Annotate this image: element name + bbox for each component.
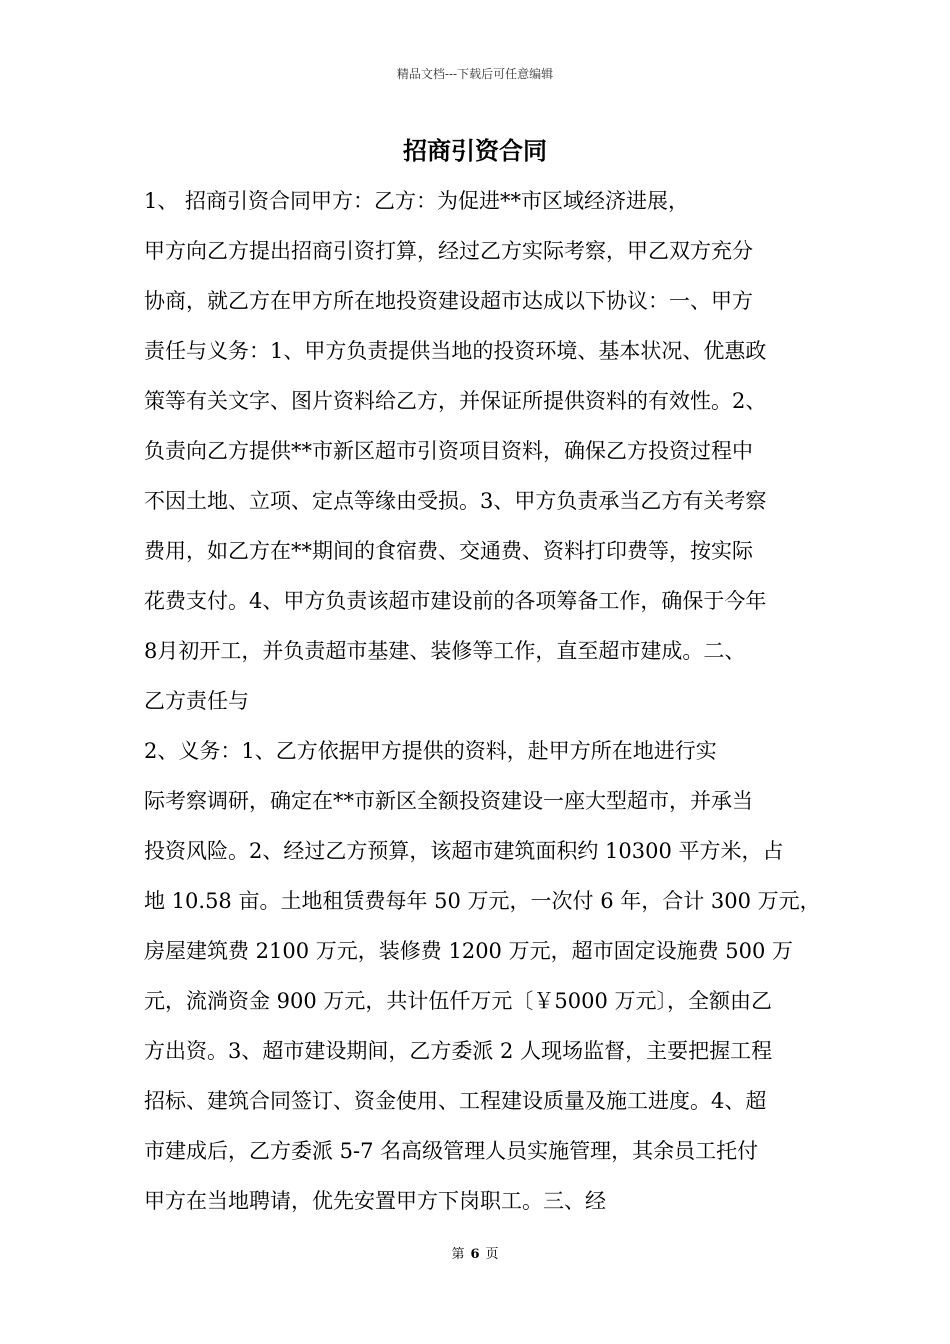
paragraph-2 [144, 726, 824, 1226]
paragraph-line: 1、 招商引资合同甲方：乙方：为促进**市区域经济进展， [144, 189, 690, 213]
paragraph-line: 乙方责任与 [144, 689, 249, 713]
page-number-suffix: 页 [485, 1247, 499, 1262]
paragraph-line: 方出资。3、超市建设期间，乙方委派 2 人现场监督，主要把握工程 [144, 1039, 773, 1063]
page-number: 6 [470, 1247, 480, 1262]
paragraph-line: 8月初开工，并负责超市基建、装修等工作，直至超市建成。二、 [144, 639, 746, 663]
paragraph-line: 协商，就乙方在甲方所在地投资建设超市达成以下协议：一、甲方 [144, 289, 753, 313]
paragraph-line: 2、义务：1、乙方依据甲方提供的资料，赴甲方所在地进行实 [144, 739, 717, 763]
paragraph-line: 际考察调研，确定在**市新区全额投资建设一座大型超市，并承当 [144, 789, 753, 813]
paragraph-line: 甲方向乙方提出招商引资打算，经过乙方实际考察，甲乙双方充分 [144, 239, 753, 263]
page-header: 精品文档---下载后可任意编辑 [396, 67, 554, 81]
paragraph-line: 地 10.58 亩。土地租赁费每年 50 万元，一次付 6 年，合计 300 万元， [144, 889, 821, 913]
paragraph-line: 花费支付。4、甲方负责该超市建设前的各项筹备工作，确保于今年 [144, 589, 767, 613]
paragraph-line: 投资风险。2、经过乙方预算，该超市建筑面积约 10300 平方米，占 [144, 839, 784, 863]
page-number-prefix: 第 [451, 1247, 465, 1262]
paragraph-line: 元，流淌资金 900 万元，共计伍仟万元〔￥5000 万元〕，全额由乙 [144, 989, 773, 1013]
paragraph-line: 责任与义务：1、甲方负责提供当地的投资环境、基本状况、优惠政 [144, 339, 767, 363]
paragraph-line: 房屋建筑费 2100 万元，装修费 1200 万元，超市固定设施费 500 万 [144, 939, 794, 963]
paragraph-line: 不因土地、立项、定点等缘由受损。3、甲方负责承当乙方有关考察 [144, 489, 767, 513]
paragraph-1 [144, 176, 824, 726]
paragraph-line: 费用，如乙方在**期间的食宿费、交通费、资料打印费等，按实际 [144, 539, 753, 563]
paragraph-line: 策等有关文字、图片资料给乙方，并保证所提供资料的有效性。2、 [144, 389, 767, 413]
paragraph-line: 甲方在当地聘请，优先安置甲方下岗职工。三、经 [144, 1189, 606, 1213]
document-title: 招商引资合同 [403, 136, 547, 165]
paragraph-line: 负责向乙方提供**市新区超市引资项目资料，确保乙方投资过程中 [144, 439, 753, 463]
paragraph-line: 招标、建筑合同签订、资金使用、工程建设质量及施工进度。4、超 [144, 1089, 767, 1113]
paragraph-line: 市建成后，乙方委派 5-7 名高级管理人员实施管理，其余员工托付 [144, 1139, 759, 1163]
page-footer [0, 1246, 950, 1264]
